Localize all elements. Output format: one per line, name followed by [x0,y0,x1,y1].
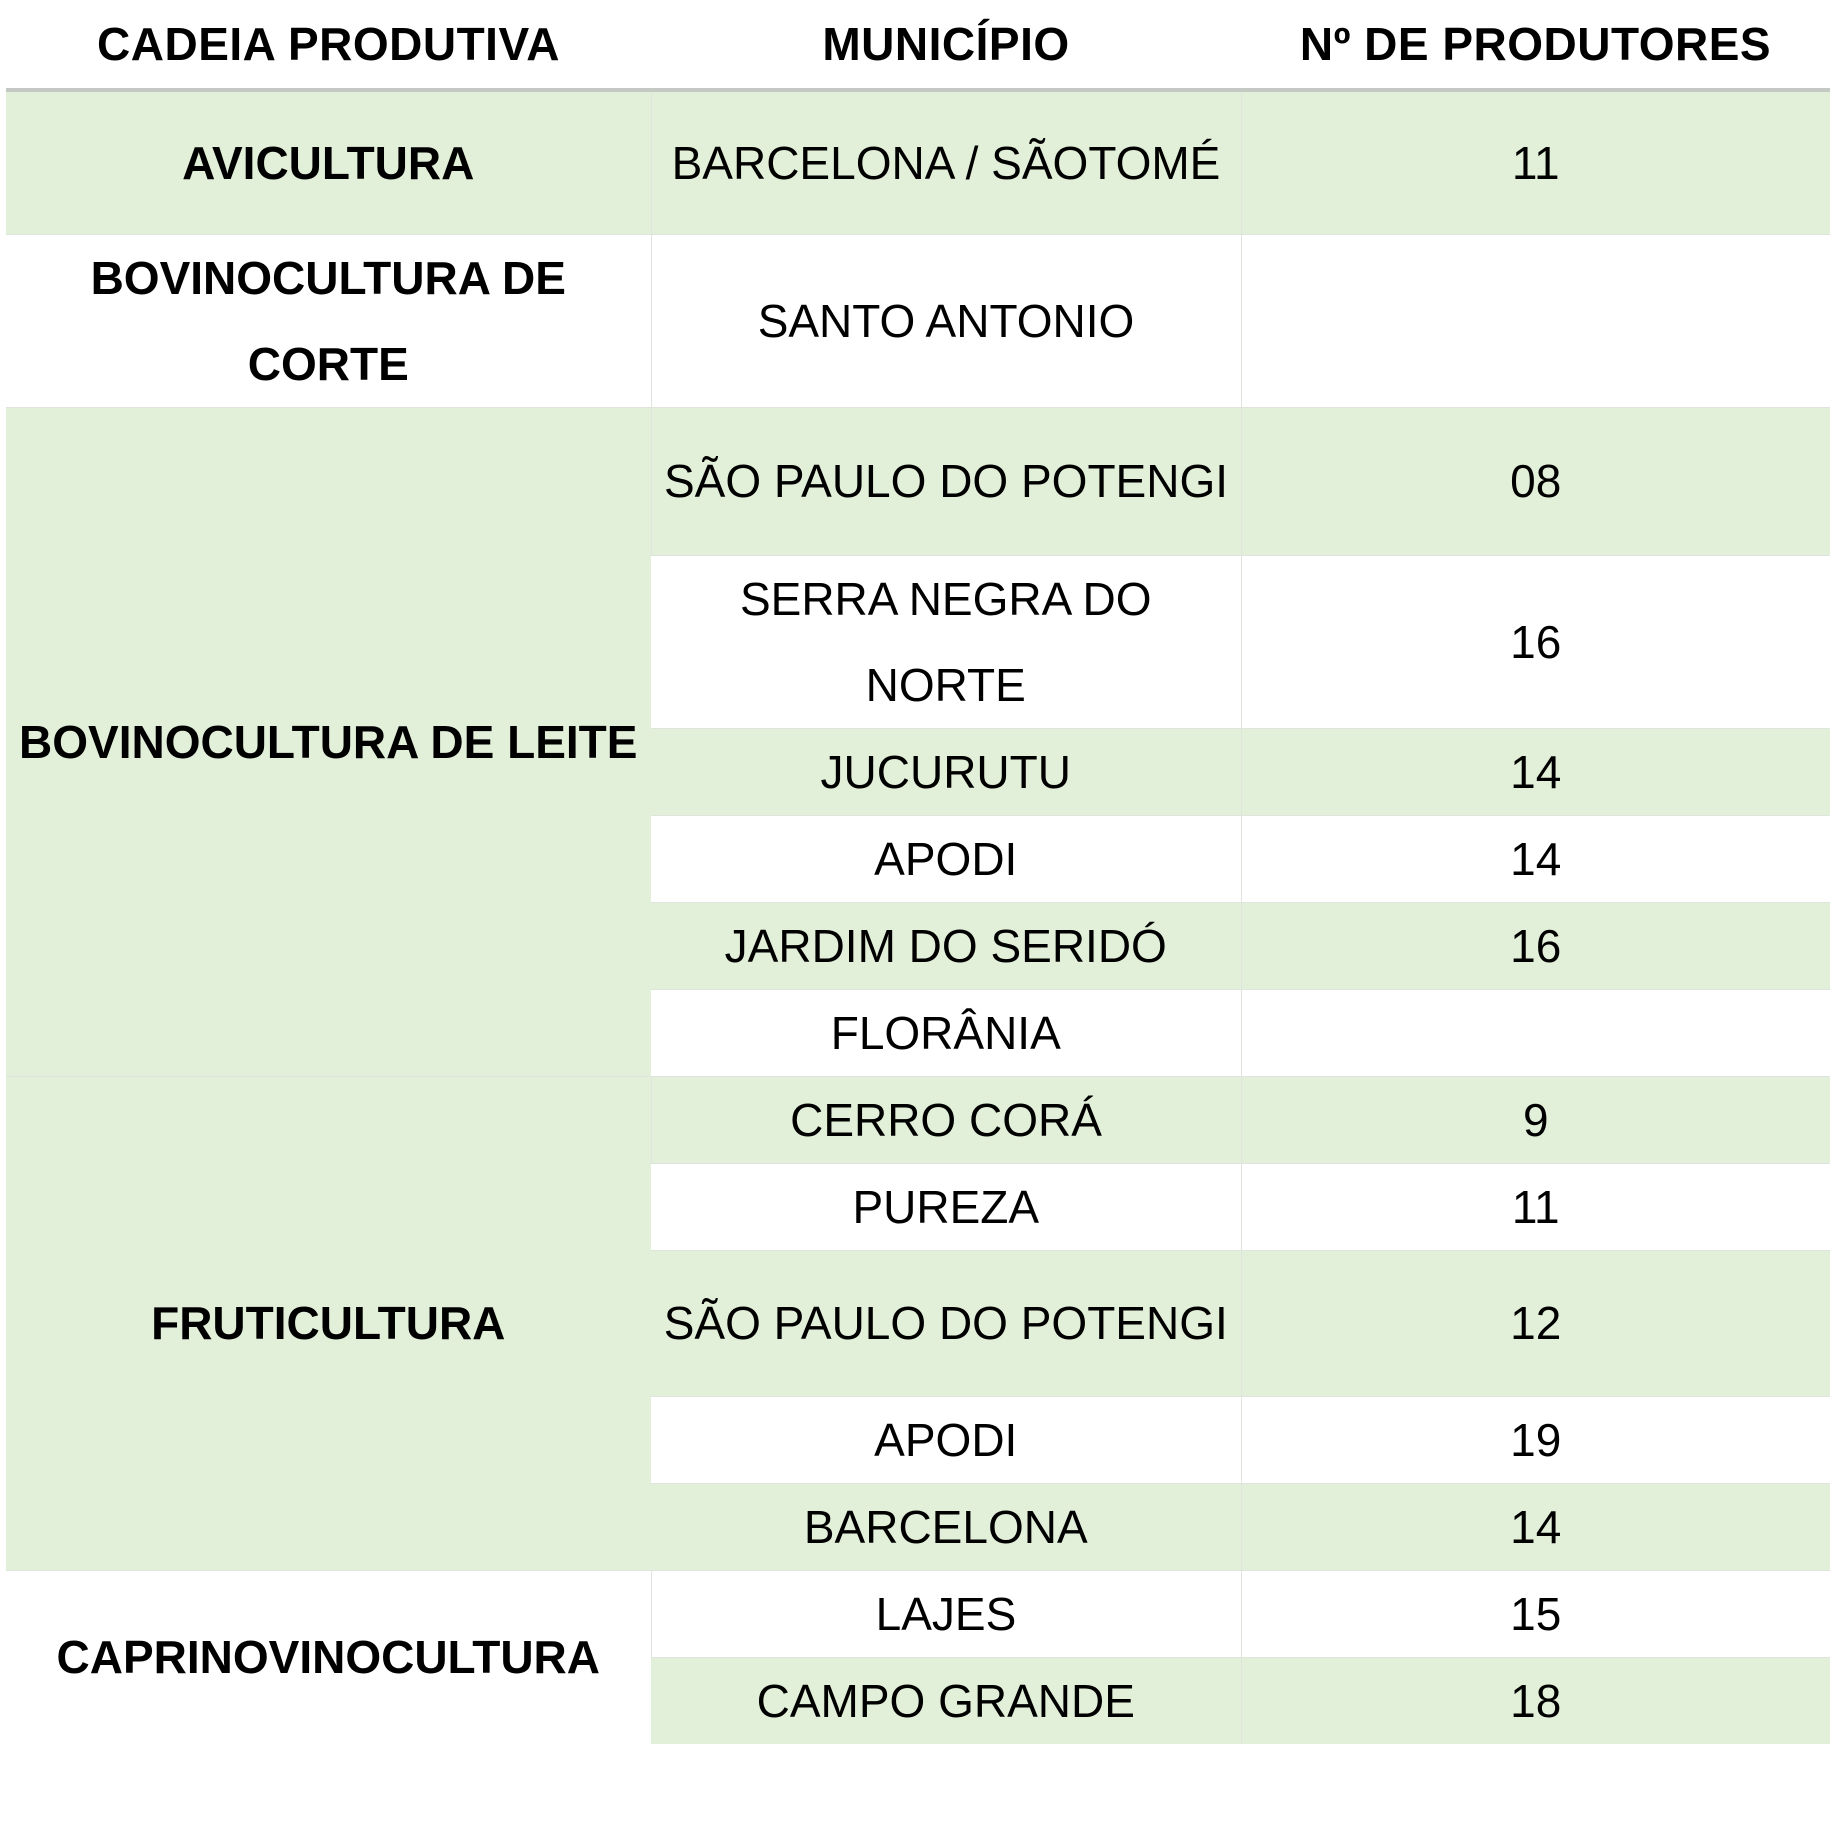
table-row [6,1076,1830,1163]
produtores-cell: 15 [1241,1570,1830,1657]
produtores-cell [1241,989,1830,1076]
category-avicultura: AVICULTURA [6,90,651,234]
category-bovinocultura-corte: BOVINOCULTURA DE CORTE [6,234,651,407]
produtores-cell: 18 [1241,1657,1830,1744]
produtores-cell: 11 [1241,1163,1830,1250]
municipio-cell: APODI [651,1396,1241,1483]
produtores-cell: 11 [1241,90,1830,234]
category-bovinocultura-leite: BOVINOCULTURA DE LEITE [6,407,651,1076]
produtores-cell: 16 [1241,555,1830,728]
produtores-cell: 19 [1241,1396,1830,1483]
producers-table-container [6,0,1830,1744]
municipio-cell: BARCELONA / SÃOTOMÉ [651,90,1241,234]
table-row [6,1570,1830,1657]
category-fruticultura: FRUTICULTURA [6,1076,651,1570]
municipio-cell: APODI [651,815,1241,902]
produtores-cell: 14 [1241,1483,1830,1570]
municipio-cell: LAJES [651,1570,1241,1657]
table-row [6,407,1830,555]
header-numero-produtores: Nº DE PRODUTORES [1241,0,1830,90]
header-municipio: MUNICÍPIO [651,0,1241,90]
municipio-cell: SÃO PAULO DO POTENGI [651,1250,1241,1396]
municipio-cell: BARCELONA [651,1483,1241,1570]
table-row [6,90,1830,234]
produtores-cell: 08 [1241,407,1830,555]
municipio-cell: SERRA NEGRA DO NORTE [651,555,1241,728]
municipio-cell: PUREZA [651,1163,1241,1250]
municipio-cell: CERRO CORÁ [651,1076,1241,1163]
municipio-cell: SÃO PAULO DO POTENGI [651,407,1241,555]
produtores-cell: 12 [1241,1250,1830,1396]
municipio-cell: JUCURUTU [651,728,1241,815]
produtores-cell: 9 [1241,1076,1830,1163]
produtores-cell: 16 [1241,902,1830,989]
municipio-cell: FLORÂNIA [651,989,1241,1076]
municipio-cell: JARDIM DO SERIDÓ [651,902,1241,989]
table-header [6,0,1830,90]
municipio-cell: SANTO ANTONIO [651,234,1241,407]
producers-table [6,0,1830,1744]
produtores-cell [1241,234,1830,407]
municipio-cell: CAMPO GRANDE [651,1657,1241,1744]
table-row [6,234,1830,407]
produtores-cell: 14 [1241,815,1830,902]
header-cadeia-produtiva: CADEIA PRODUTIVA [6,0,651,90]
table-body [6,90,1830,1744]
produtores-cell: 14 [1241,728,1830,815]
category-caprinovinocultura: CAPRINOVINOCULTURA [6,1570,651,1744]
header-row [6,0,1830,90]
